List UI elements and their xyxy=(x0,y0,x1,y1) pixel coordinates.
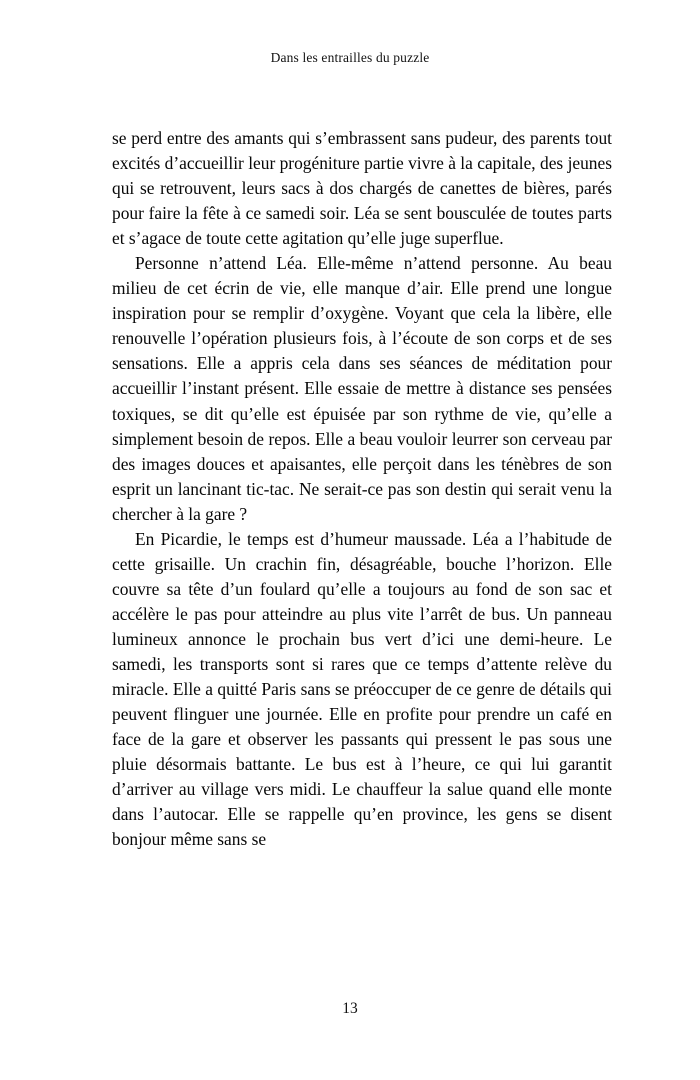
page-number: 13 xyxy=(342,1000,358,1017)
body-text-block xyxy=(112,126,612,852)
paragraph-2: Personne n’attend Léa. Elle-même n’attend personne. Au beau milieu de cet écrin de vie, elle manque d’air. Elle prend une longue inspiration pour se remplir d’oxygène. Voyant que cela la libère, elle renouvelle l’opération plusieurs fois, à l’écoute de son corps et de ses sensations. Elle a appris cela dans ses séances de méditation pour accueillir l’instant présent. Elle essaie de mettre à distance ses pensées toxiques, se dit qu’elle est épuisée par son rythme de vie, qu’elle a simplement besoin de repos. Elle a beau vouloir leurrer son cerveau par des images douces et apaisantes, elle perçoit dans les ténèbres de son esprit un lancinant tic-tac. Ne serait-ce pas son destin qui serait venu la chercher à la gare ? xyxy=(112,253,612,524)
paragraph-1: se perd entre des amants qui s’embrassent sans pudeur, des parents tout excités d’accueillir leur progéniture partie vivre à la capitale, des jeunes qui se retrouvent, leurs sacs à dos chargés de canettes de bières, parés pour faire la fête à ce samedi soir. Léa se sent bousculée de toutes parts et s’agace de toute cette agitation qu’elle juge superflue. xyxy=(112,128,612,249)
paragraph-3: En Picardie, le temps est d’humeur maussade. Léa a l’habitude de cette grisaille. Un crachin fin, désagréable, bouche l’horizon. Elle couvre sa tête d’un foulard qu’elle a toujours au fond de son sac et accélère le pas pour atteindre au plus vite l’arrêt de bus. Un panneau lumineux annonce le prochain bus vert d’ici une demi-heure. Le samedi, les transports sont si rares que ce temps d’attente relève du miracle. Elle a quitté Paris sans se préoccuper de ce genre de détails qui peuvent flinguer une journée. Elle en profite pour prendre un café en face de la gare et observer les passants qui pressent le pas sous une pluie désormais battante. Le bus est à l’heure, ce qui lui garantit d’arriver au village vers midi. Le chauffeur la salue quand elle monte dans l’autocar. Elle se rappelle qu’en province, les gens se disent bonjour même sans se xyxy=(112,528,612,850)
running-header: Dans les entrailles du puzzle xyxy=(270,50,430,65)
